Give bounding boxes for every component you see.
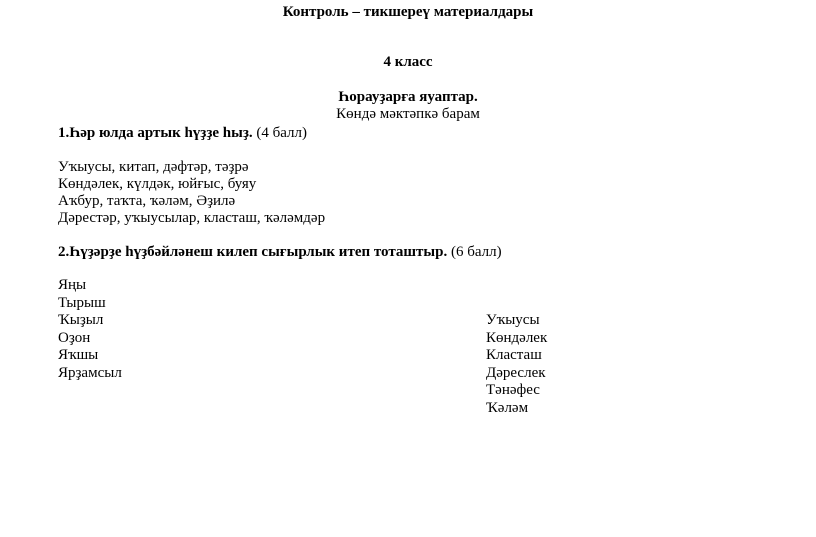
adjective-item: Оҙон [58,329,91,346]
adjective-column [58,277,122,382]
question-1-heading: 1.Һәр юлда артык һүҙҙе һыҙ. (4 балл) [58,125,307,141]
question-1-line: Дәрестәр, уҡыусылар, класташ, ҡәләмдәр [58,210,326,226]
grade-label: 4 класс [383,54,433,70]
adjective-item: Яҡшы [58,347,99,363]
question-1-line: Көндәлек, күлдәк, юйғыс, буяу [58,176,257,192]
noun-item: Тәнәфес [486,382,540,398]
question-1-line: Аҡбур, таҡта, ҡәләм, Әҙилә [58,193,236,209]
task-heading: Һорауҙарға яуаптар. [338,89,478,105]
noun-item: Уҡыусы [486,312,540,328]
noun-item: Ҡәләм [486,399,529,416]
noun-item: Класташ [486,347,542,363]
noun-item: Көндәлек [486,329,548,346]
adjective-item: Ҡыҙыл [58,312,104,328]
subtitle: Көндә мәктәпкә барам [336,106,480,122]
adjective-item: Тырыш [58,294,106,311]
adjective-item: Ярҙамсыл [58,364,122,381]
noun-column [486,312,547,417]
document-title: Контроль – тикшереү материалдары [282,4,534,20]
question-1-line: Уҡыусы, китап, дәфтәр, тәҙрә [58,159,249,175]
adjective-item: Яңы [58,277,87,293]
question-2-heading: 2.Һүҙәрҙе һүҙбәйләнеш килеп сығырлык итеп тоташтыр. (6 балл) [58,244,502,260]
noun-item: Дәреслек [486,364,546,381]
